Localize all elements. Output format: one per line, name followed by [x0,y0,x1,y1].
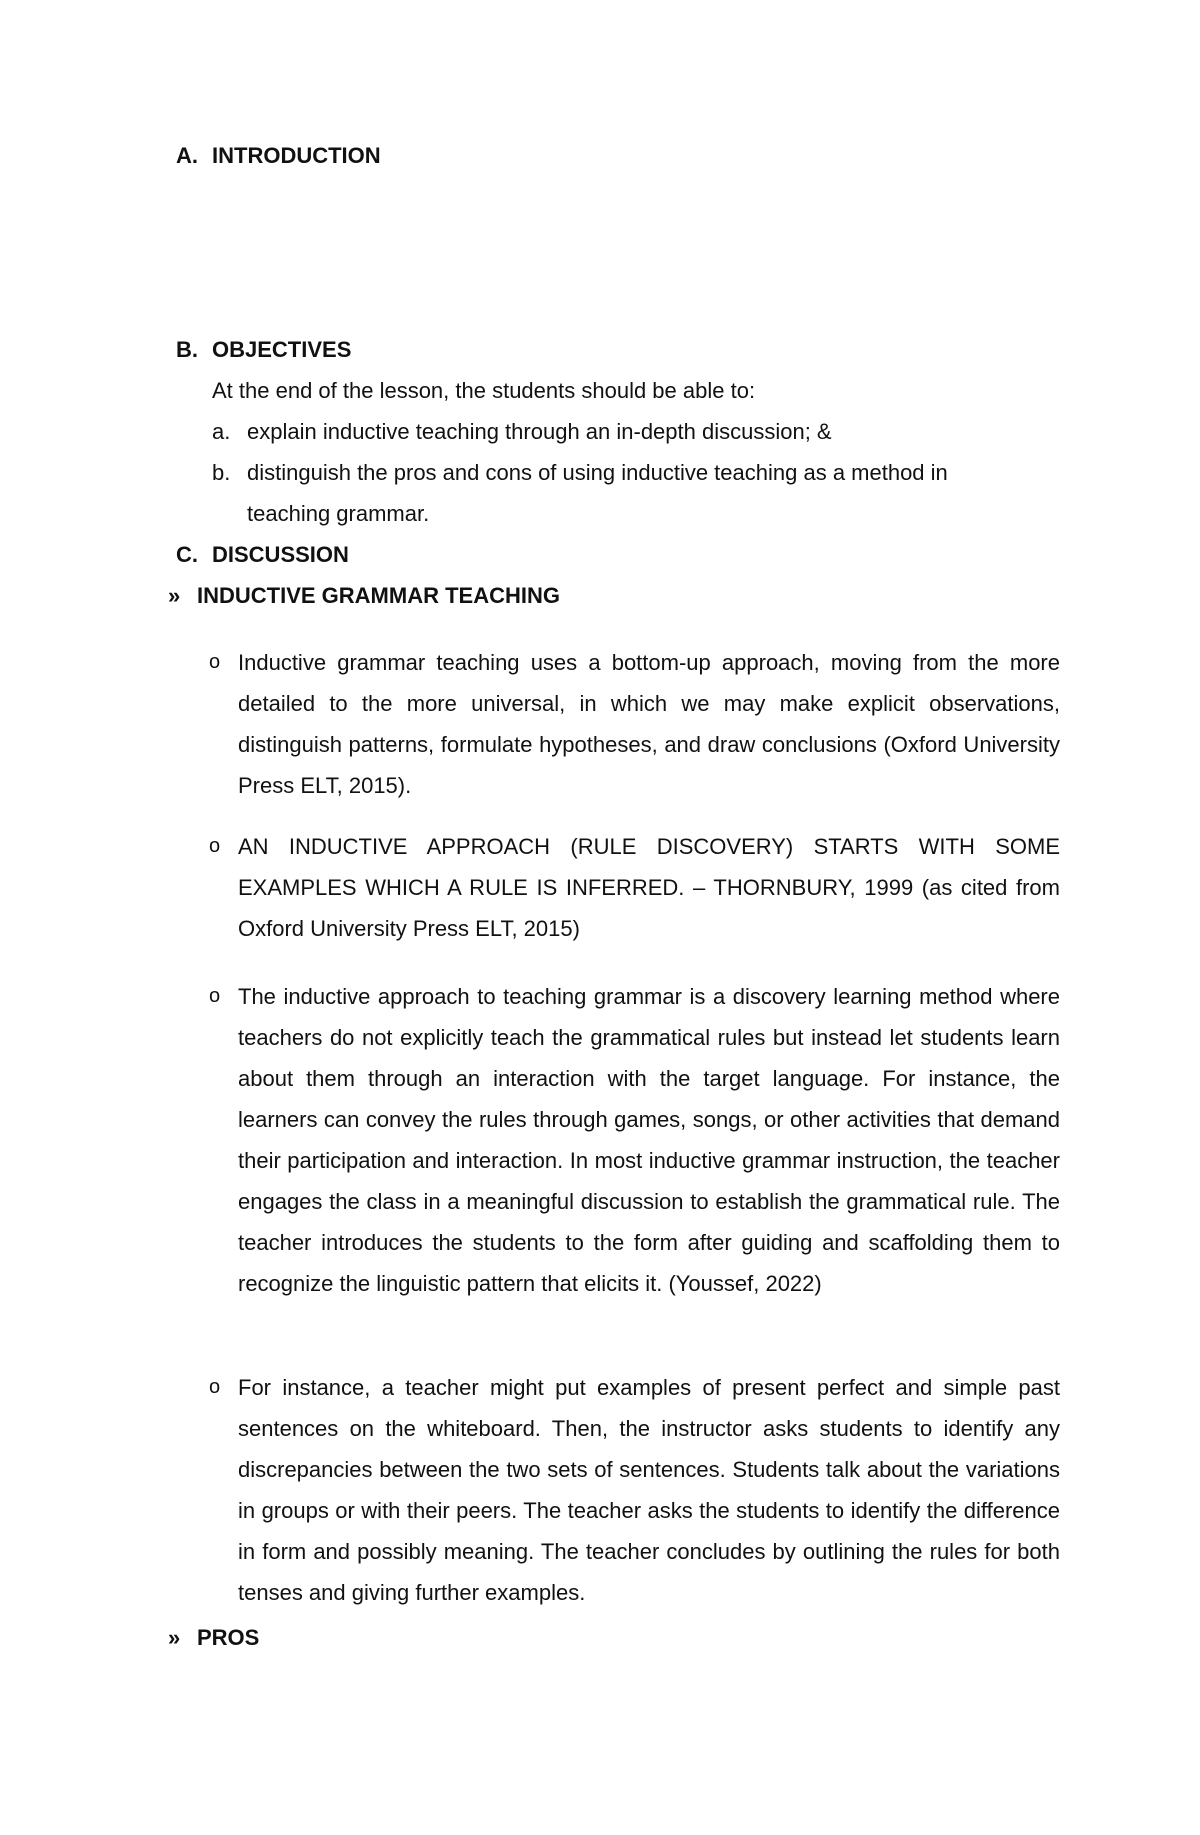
bullet-1-marker: o [209,651,221,673]
objective-text-b-line2: teaching grammar. [247,501,430,526]
discussion-paragraph-3: The inductive approach to teaching grammar is a discovery learning method where teachers do not explicitly teach the grammatical rules but instead let students learn about them through an interaction with the target language. For instance, the learners can convey the rules through games, songs, or other activities that demand their participation and interaction. In most inductive grammar instruction, the teacher engages the class in a meaningful discussion to establish the grammatical rule. The teacher introduces the students to the form after guiding and scaffolding them to recognize the linguistic pattern that elicits it. (Youssef, 2022) [238,984,1060,1296]
bullet-4-marker: o [209,1376,221,1398]
section-b-letter: B. [176,337,198,362]
objective-marker-b: b. [212,460,231,485]
objective-marker-a: a. [212,419,231,444]
section-a-letter: A. [176,143,198,168]
bullet-2-marker: o [209,835,221,857]
subheading-marker: » [168,583,181,608]
discussion-paragraph-2: AN INDUCTIVE APPROACH (RULE DISCOVERY) STARTS WITH SOME EXAMPLES WHICH A RULE IS INFERRED. – THORNBURY, 1999 (as cited from Oxford University Press ELT, 2015) [238,834,1060,941]
discussion-paragraph-4: For instance, a teacher might put examples of present perfect and simple past sentences on the whiteboard. Then, the instructor asks students to identify any discrepancies between the two sets of sentences. Students talk about the variations in groups or with their peers. The teacher asks the students to identify the difference in form and possibly meaning. The teacher concludes by outlining the rules for both tenses and giving further examples. [238,1375,1060,1605]
discussion-paragraph-1: Inductive grammar teaching uses a bottom-up approach, moving from the more detailed to the more universal, in which we may make explicit observations, distinguish patterns, formulate hypotheses, and draw conclusions (Oxford University Press ELT, 2015). [238,650,1060,798]
pros-marker: » [168,1625,181,1650]
section-c-title: DISCUSSION [212,542,349,567]
pros-heading: PROS [197,1625,260,1650]
section-c-letter: C. [176,542,198,567]
objective-text-b-line1: distinguish the pros and cons of using inductive teaching as a method in [247,460,948,485]
subheading-inductive: INDUCTIVE GRAMMAR TEACHING [197,583,560,608]
section-a-title: INTRODUCTION [212,143,381,168]
objectives-intro: At the end of the lesson, the students should be able to: [212,378,756,403]
bullet-3-marker: o [209,985,221,1007]
section-b-title: OBJECTIVES [212,337,352,362]
objective-text-a: explain inductive teaching through an in-depth discussion; & [247,419,832,444]
